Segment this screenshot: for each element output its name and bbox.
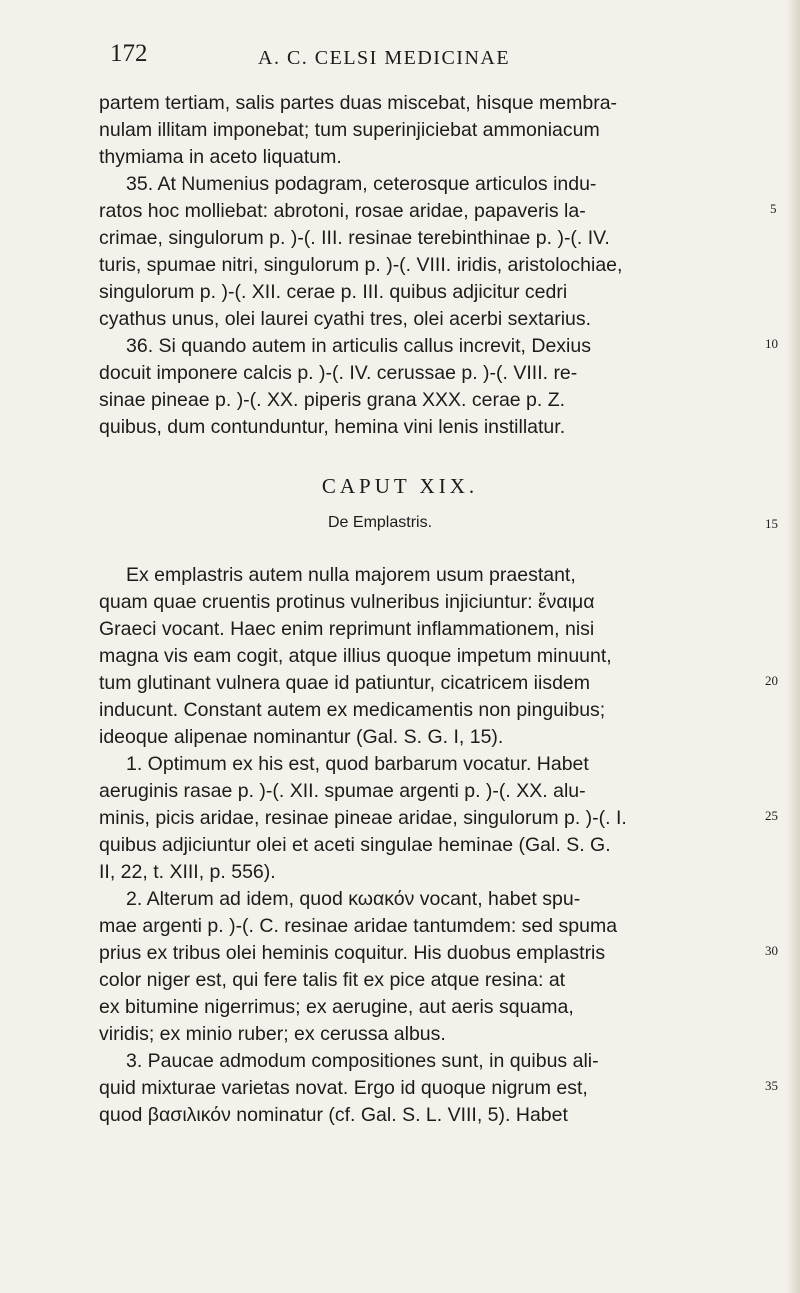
text-line <box>0 414 800 440</box>
text-line <box>0 697 800 723</box>
line-text: magna vis eam cogit, atque illius quoque impetum minuunt, <box>99 645 612 667</box>
text-line <box>0 1021 800 1047</box>
text-line <box>0 225 800 251</box>
text-line <box>0 886 800 912</box>
line-text: thymiama in aceto liquatum. <box>99 146 342 168</box>
page-number: 172 <box>110 40 148 67</box>
text-line <box>0 1075 800 1101</box>
line-text: ideoque alipenae nominantur (Gal. S. G. I, 15). <box>99 726 504 748</box>
line-text: quibus, dum contunduntur, hemina vini lenis instillatur. <box>99 416 566 438</box>
line-text: color niger est, qui fere talis fit ex pice atque resina: at <box>99 969 566 991</box>
text-line <box>0 117 800 143</box>
line-text: prius ex tribus olei heminis coquitur. His duobus emplastris <box>99 942 606 964</box>
text-line <box>0 859 800 885</box>
text-line <box>0 940 800 966</box>
line-number: 35 <box>765 1078 778 1093</box>
text-line <box>0 994 800 1020</box>
line-text: quibus adjiciuntur olei et aceti singulae heminae (Gal. S. G. <box>99 834 611 856</box>
text-line <box>0 616 800 642</box>
line-text: cyathus unus, olei laurei cyathi tres, olei acerbi sextarius. <box>99 308 592 330</box>
line-text: minis, picis aridae, resinae pineae aridae, singulorum p. )-(. I. <box>99 807 627 829</box>
text-line <box>0 643 800 669</box>
line-text: viridis; ex minio ruber; ex cerussa albus. <box>99 1023 446 1045</box>
line-number: 25 <box>765 808 778 823</box>
line-number: 10 <box>765 336 778 351</box>
text-line <box>0 670 800 696</box>
text-line <box>0 306 800 332</box>
line-number: 5 <box>770 201 777 216</box>
line-text: mae argenti p. )-(. C. resinae aridae tantumdem: sed spuma <box>99 915 618 937</box>
text-line <box>0 360 800 386</box>
line-text: docuit imponere calcis p. )-(. IV. cerussae p. )-(. VIII. re- <box>99 362 578 384</box>
line-text: quam quae cruentis protinus vulneribus injiciuntur: ἔναιμα <box>99 591 595 613</box>
line-text: 36. Si quando autem in articulis callus increvit, Dexius <box>126 335 591 357</box>
line-text: crimae, singulorum p. )-(. III. resinae terebinthinae p. )-(. IV. <box>99 227 610 249</box>
line-text: singulorum p. )-(. XII. cerae p. III. quibus adjicitur cedri <box>99 281 568 303</box>
line-text: Graeci vocant. Haec enim reprimunt inflammationem, nisi <box>99 618 595 640</box>
text-line <box>0 90 800 116</box>
line-number: 30 <box>765 943 778 958</box>
line-text: nulam illitam imponebat; tum superinjiciebat ammoniacum <box>99 119 600 141</box>
line-text: 2. Alterum ad idem, quod κωακόν vocant, habet spu- <box>126 888 581 910</box>
text-line <box>0 333 800 359</box>
text-line <box>0 1102 800 1128</box>
line-text: partem tertiam, salis partes duas miscebat, hisque membra- <box>99 92 618 114</box>
text-line <box>0 1048 800 1074</box>
chapter-heading: CAPUT XIX. <box>321 474 479 498</box>
line-text: sinae pineae p. )-(. XX. piperis grana XXX. cerae p. Z. <box>99 389 566 411</box>
text-line <box>0 198 800 224</box>
text-line <box>0 279 800 305</box>
text-line <box>0 832 800 858</box>
text-line <box>0 778 800 804</box>
text-line <box>0 589 800 615</box>
text-line <box>0 913 800 939</box>
line-text: ratos hoc molliebat: abrotoni, rosae aridae, papaveris la- <box>99 200 586 222</box>
line-text: turis, spumae nitri, singulorum p. )-(. VIII. iridis, aristolochiae, <box>99 254 623 276</box>
running-head: A. C. CELSI MEDICINAE <box>258 47 511 69</box>
line-text: aeruginis rasae p. )-(. XII. spumae argenti p. )-(. XX. alu- <box>99 780 586 802</box>
line-text: 1. Optimum ex his est, quod barbarum vocatur. Habet <box>126 753 589 775</box>
text-line <box>0 387 800 413</box>
text-line <box>0 967 800 993</box>
line-text: ex bitumine nigerrimus; ex aerugine, aut aeris squama, <box>99 996 574 1018</box>
text-line <box>0 751 800 777</box>
page-header <box>0 40 800 80</box>
text-line <box>0 805 800 831</box>
line-text: quid mixturae varietas novat. Ergo id quoque nigrum est, <box>99 1077 588 1099</box>
text-line <box>0 144 800 170</box>
text-line <box>0 724 800 750</box>
line-text: quod βασιλικόν nominatur (cf. Gal. S. L. VIII, 5). Habet <box>99 1104 568 1126</box>
line-text: II, 22, t. XIII, p. 556). <box>99 861 276 883</box>
text-line <box>0 562 800 588</box>
text-line <box>0 171 800 197</box>
subheading-text: De Emplastris. <box>328 514 433 531</box>
line-text: 3. Paucae admodum compositiones sunt, in quibus ali- <box>126 1050 599 1072</box>
line-number: 20 <box>765 673 778 688</box>
line-text: Ex emplastris autem nulla majorem usum praestant, <box>126 564 576 586</box>
line-text: tum glutinant vulnera quae id patiuntur, cicatricem iisdem <box>99 672 591 694</box>
line-text: inducunt. Constant autem ex medicamentis non pinguibus; <box>99 699 606 721</box>
text-line <box>0 252 800 278</box>
line-text: 35. At Numenius podagram, ceterosque articulos indu- <box>126 173 597 195</box>
line-number: 15 <box>765 516 778 531</box>
